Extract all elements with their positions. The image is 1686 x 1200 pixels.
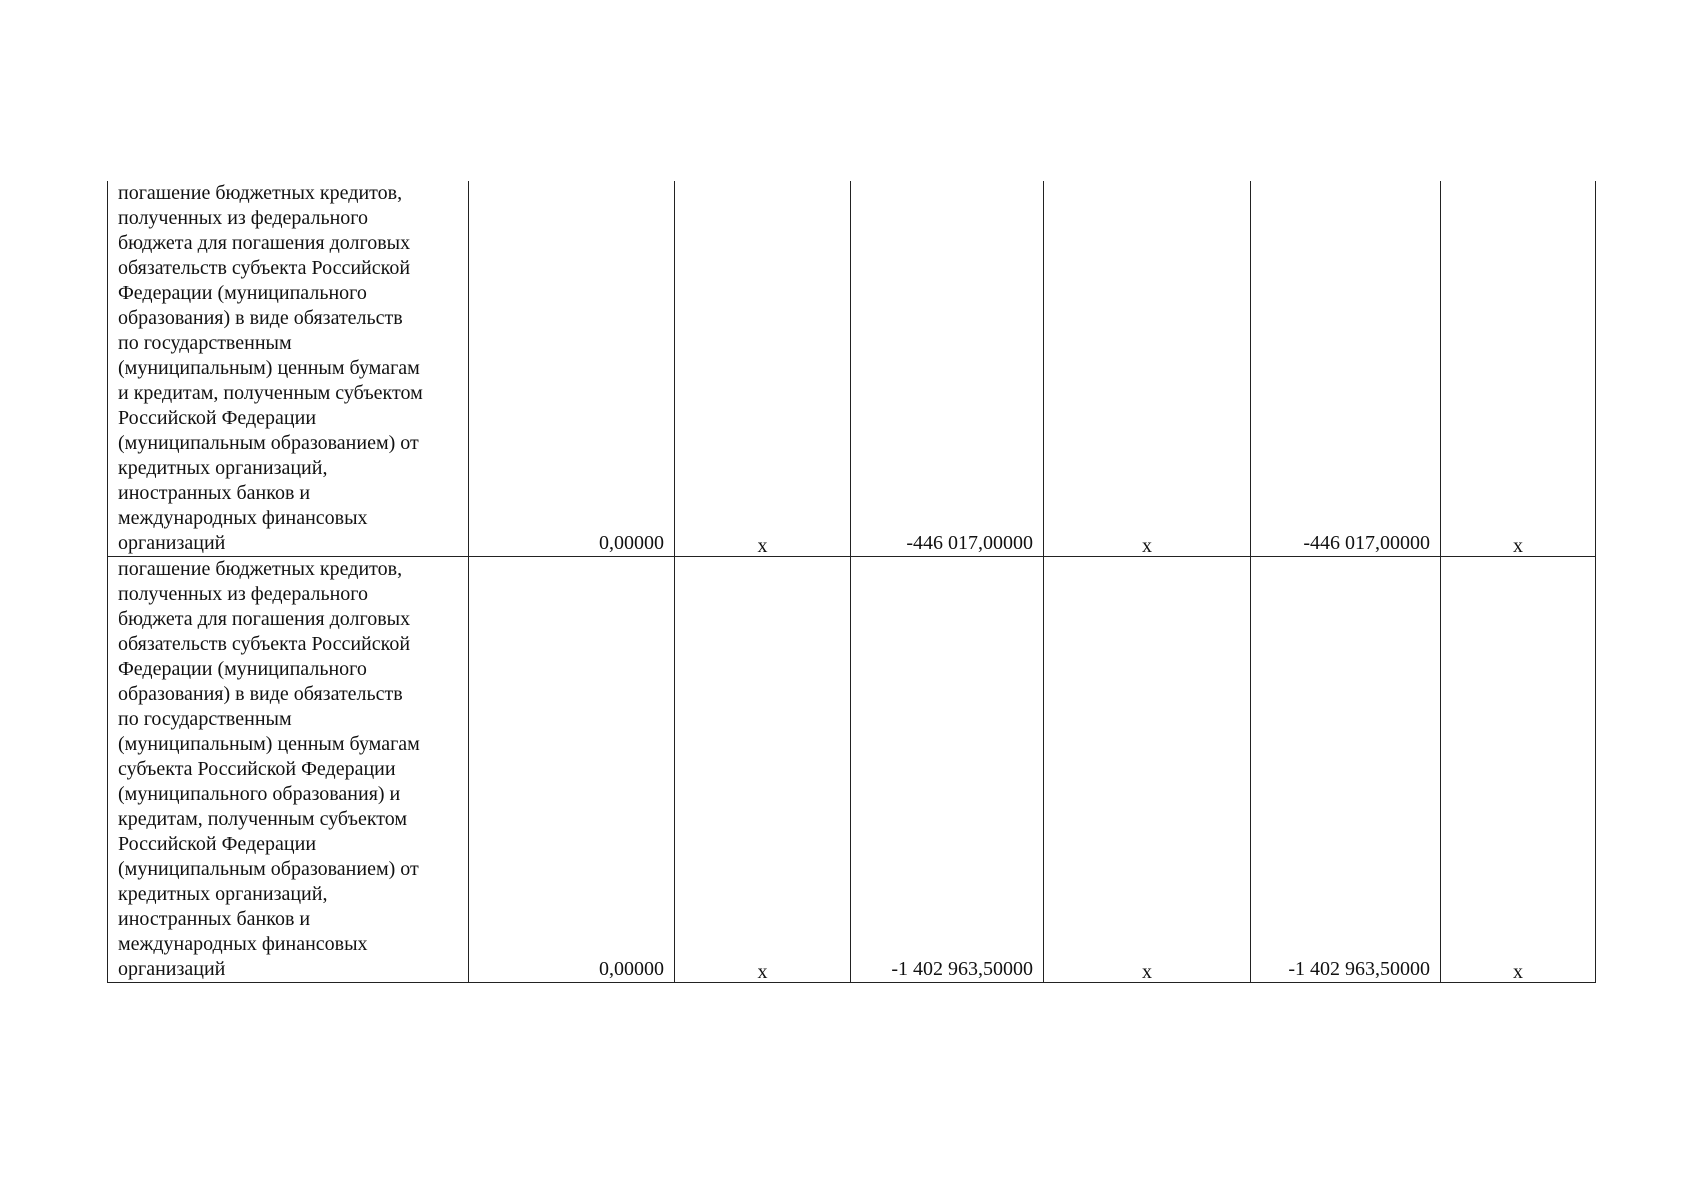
row-description-cell: [108, 181, 469, 557]
x-mark: x: [757, 535, 768, 557]
x-cell: [1044, 557, 1251, 983]
x-cell: [1441, 181, 1596, 557]
x-cell: [1044, 181, 1251, 557]
budget-table: [107, 181, 1596, 983]
x-mark: x: [757, 961, 768, 983]
value-cell: -1 402 963,50000: [851, 557, 1044, 983]
x-cell: [675, 181, 851, 557]
value-cell: -446 017,00000: [851, 181, 1044, 557]
x-cell: [675, 557, 851, 983]
row-description: погашение бюджетных кредитов, полученных из федерального бюджета для погашения долговых обязательств субъекта Российской Федерации (муниципального образования) в виде обязательств по государственным (муниципальным) ценным бумагам и кредитам, полученным субъектом Российской Федерации (муниципальным образованием) от кредитных организаций, иностранных банков и международных финансовых организаций: [118, 182, 423, 554]
row-description-cell: [108, 557, 469, 983]
value-cell: -446 017,00000: [1251, 181, 1441, 557]
value-cell: 0,00000: [469, 181, 675, 557]
x-mark: x: [1513, 961, 1523, 983]
table-row: [108, 181, 1596, 557]
x-mark: x: [1142, 535, 1152, 557]
x-cell: [1441, 557, 1596, 983]
value-cell: -1 402 963,50000: [1251, 557, 1441, 983]
value-cell: 0,00000: [469, 557, 675, 983]
table-row: [108, 557, 1596, 983]
x-mark: x: [1513, 535, 1523, 557]
row-description: погашение бюджетных кредитов, полученных из федерального бюджета для погашения долговых обязательств субъекта Российской Федерации (муниципального образования) в виде обязательств по государственным (муниципальным) ценным бумагам субъекта Российской Федерации (муниципального образования) и кредитам, полученным субъектом Российской Федерации (муниципальным образованием) от кредитных организаций, иностранных банков и международных финансовых организаций: [118, 558, 420, 980]
x-mark: x: [1142, 961, 1152, 983]
